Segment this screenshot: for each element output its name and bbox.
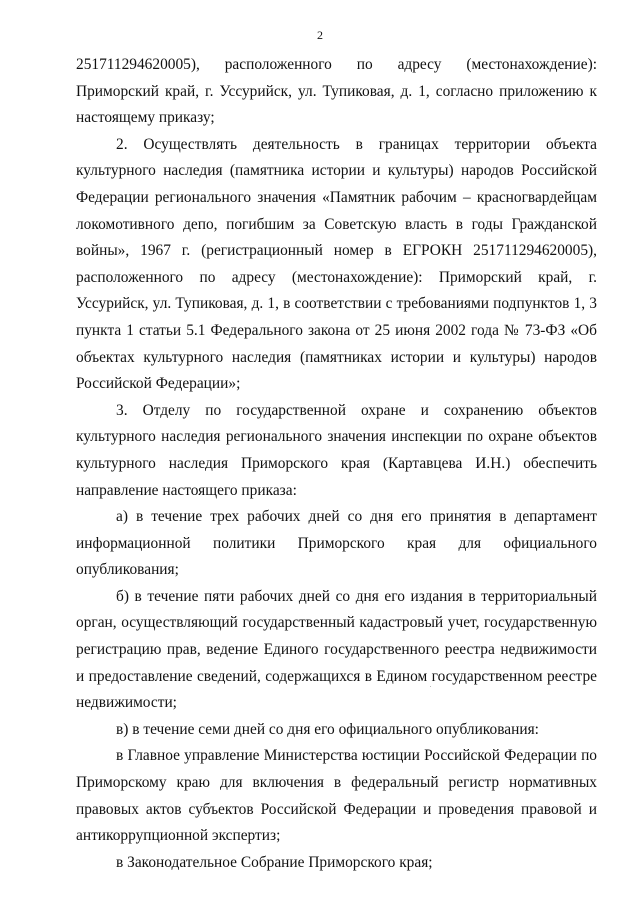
paragraph-subitem-b: б) в течение пяти рабочих дней со дня его издания в территориальный орган, осуществляющий государственный кадастровый учет, государственную регистрацию прав, ведение Единого государственного реестра недвижимости и предоставление сведений, содержащихся в Едином государственном реестре недвижимости; bbox=[76, 587, 597, 712]
paragraph-item-3: 3. Отделу по государственной охране и сохранению объектов культурного наследия регионального значения инспекции по охране объектов культурного наследия Приморского края (Картавцева И.Н.) обеспечить направление настоящего приказа: bbox=[76, 401, 597, 499]
paragraph-subitem-a: а) в течение трех рабочих дней со дня его принятия в департамент информационной политики Приморского края для официального опубликования; bbox=[76, 508, 597, 579]
page-number: 2 bbox=[317, 28, 323, 42]
document-body bbox=[76, 52, 597, 876]
paragraph-subitem-v: в) в течение семи дней со дня его официального опубликования: bbox=[116, 720, 539, 738]
paragraph-recipient-assembly: в Законодательное Собрание Приморского края; bbox=[116, 853, 433, 871]
paragraph-item-2: 2. Осуществлять деятельность в границах территории объекта культурного наследия (памятника истории и культуры) народов Российской Федерации регионального значения «Памятник рабочим – красногвардейцам локомотивного депо, погибшим за Советскую власть в годы Гражданской войны», 1967 г. (регистрационный номер в ЕГРОКН 251711294620005), расположенного по адресу (местонахождение): Приморский край, г. Уссурийск, ул. Тупиковая, д. 1, в соответствии с требованиями подпунктов 1, 3 пункта 1 статьи 5.1 Федерального закона от 25 июня 2002 года № 73-ФЗ «Об объектах культурного наследия (памятниках истории и культуры) народов Российской Федерации»; bbox=[76, 135, 597, 393]
scan-speck bbox=[430, 686, 431, 687]
paragraph-recipient-ministry: в Главное управление Министерства юстиции Российской Федерации по Приморскому краю для включения в федеральный регистр нормативных правовых актов субъектов Российской Федерации и проведения правовой и антикоррупционной экспертиз; bbox=[76, 747, 597, 845]
paragraph-continuation: 251711294620005), расположенного по адресу (местонахождение): Приморский край, г. Уссурийск, ул. Тупиковая, д. 1, согласно приложению к настоящему приказу; bbox=[76, 56, 597, 127]
